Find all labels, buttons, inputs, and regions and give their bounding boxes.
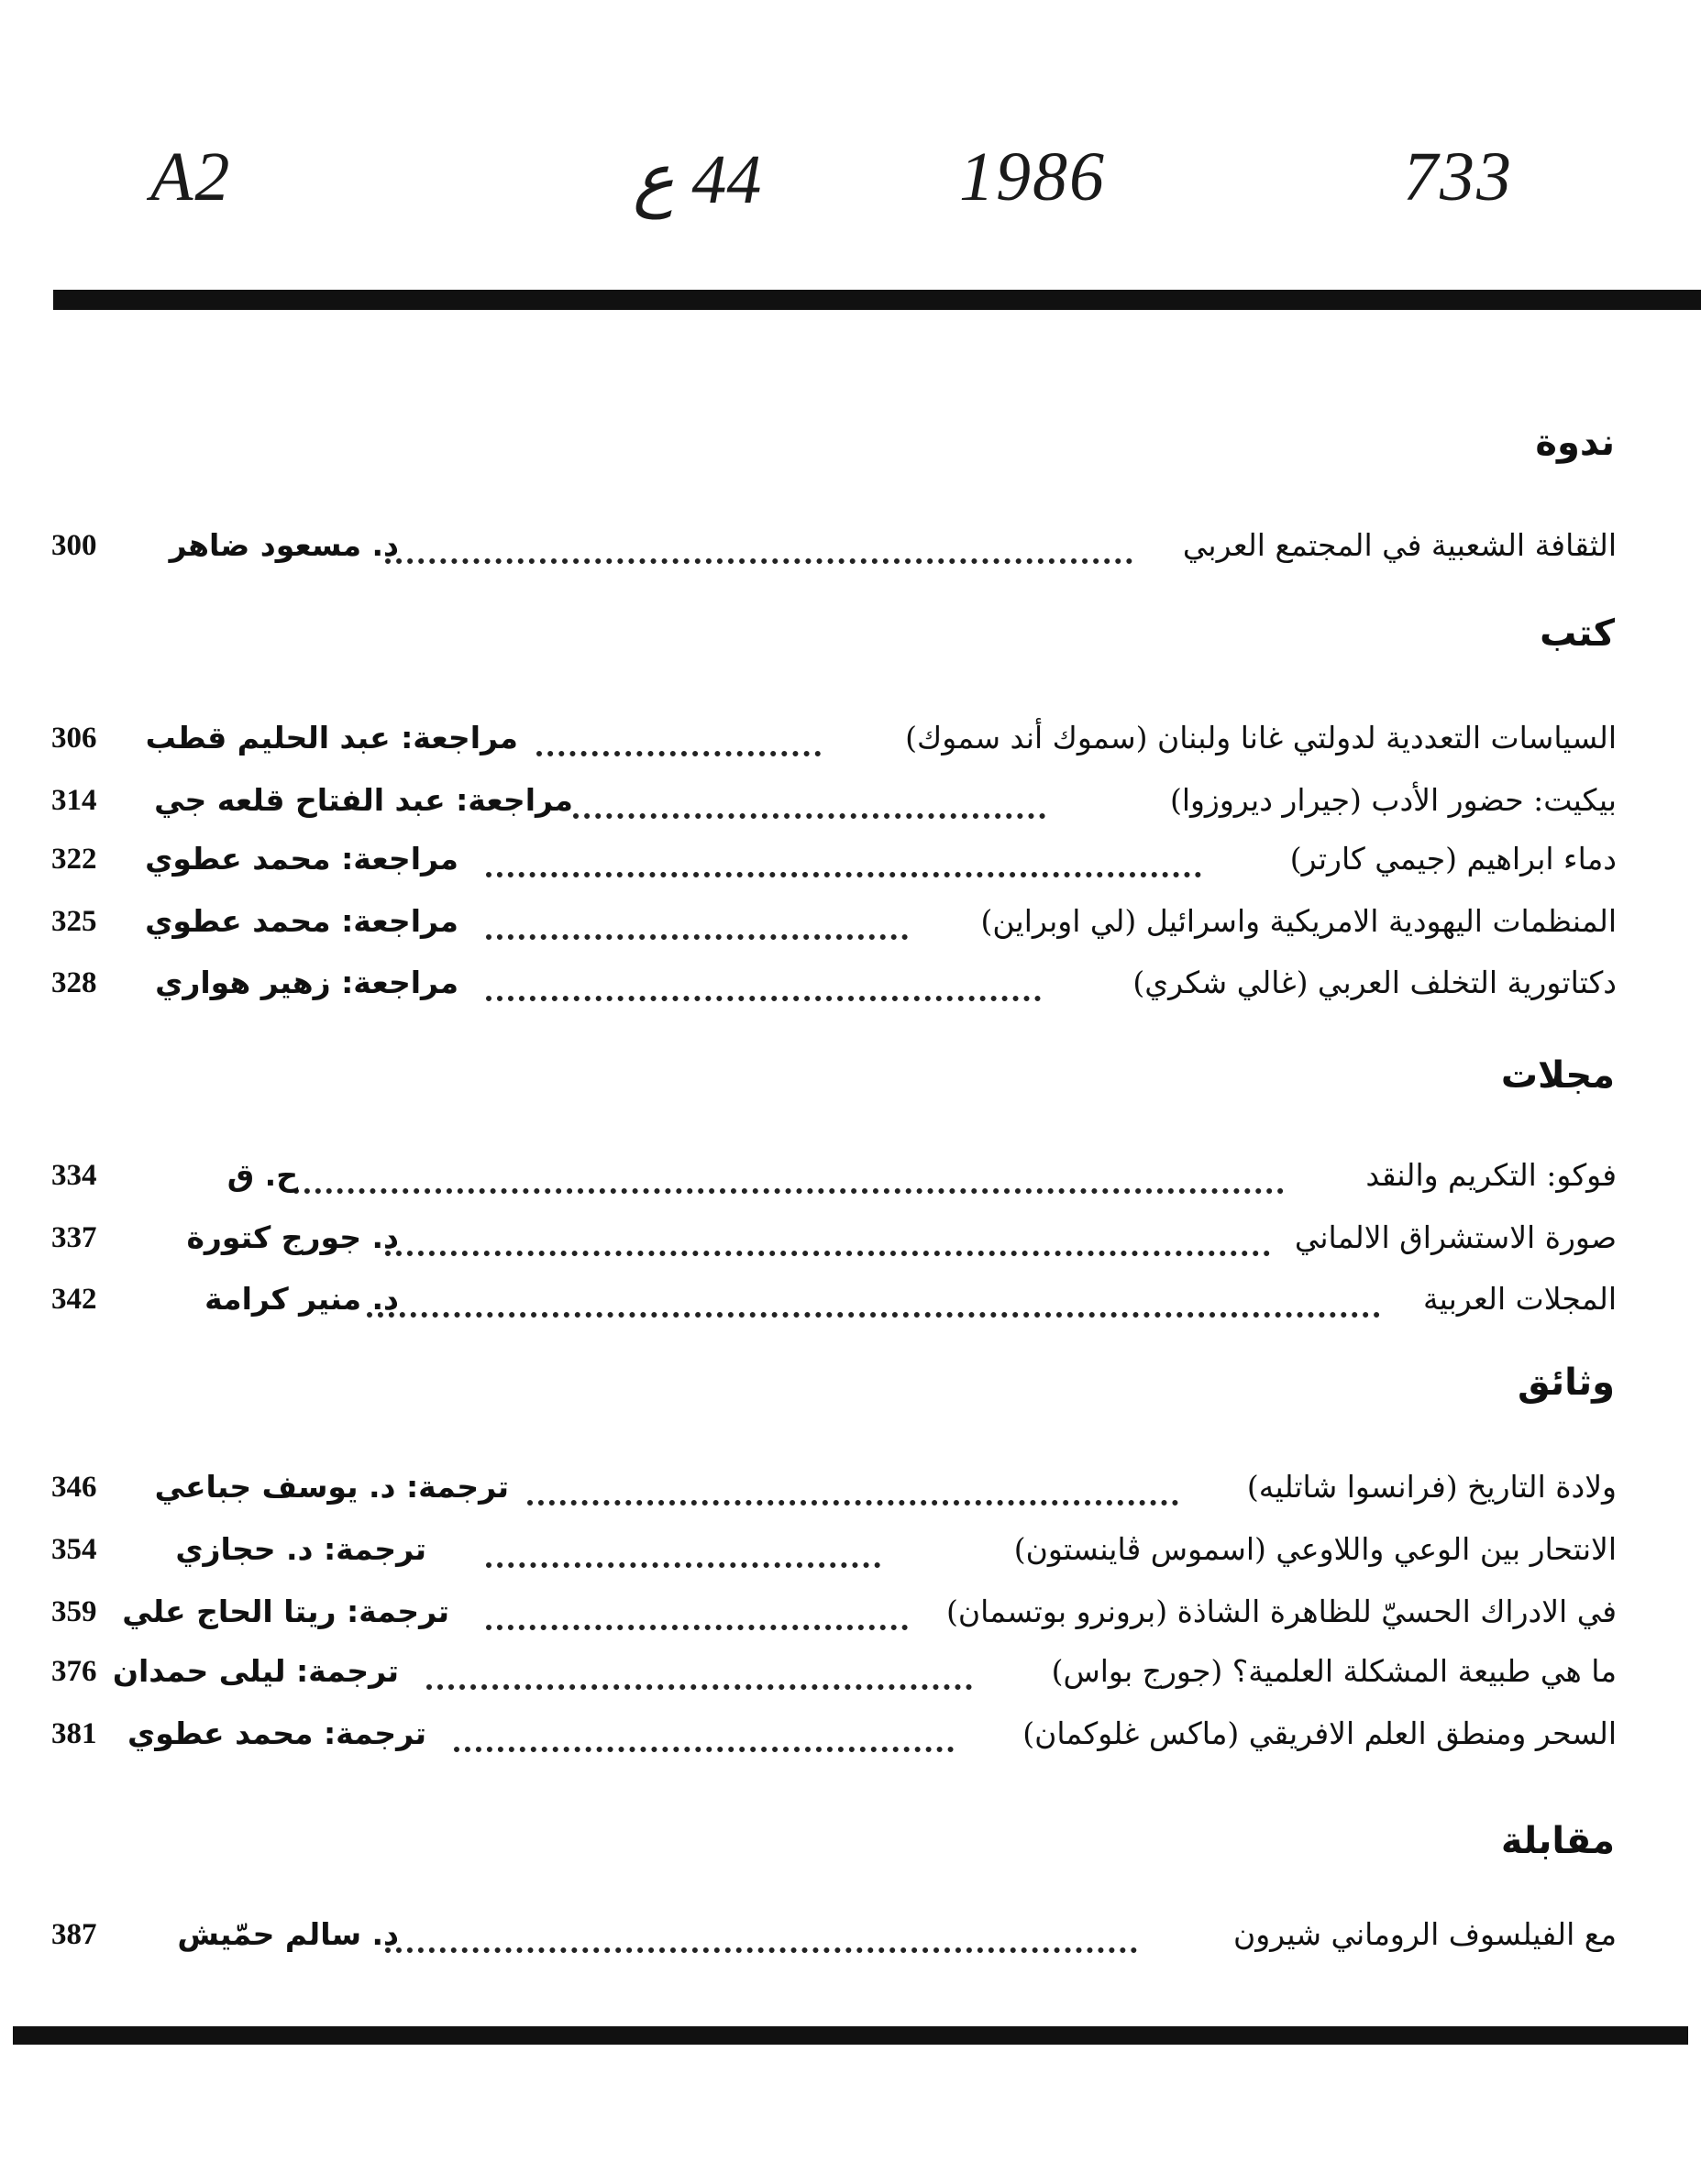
toc-entry [0,1594,1701,1645]
entry-author: ترجمة: محمد عطوي [127,1715,426,1751]
section-title: كتب [1540,612,1615,655]
entry-title: صورة الاستشراق الالماني [1294,1219,1617,1255]
entry-author: ترجمة: د. حجازي [175,1531,426,1567]
toc-entry [0,527,1701,579]
page-number: 346 [51,1471,97,1504]
leader-dots [486,968,1041,1001]
entry-author: مراجعة: زهير هواري [155,965,458,1000]
entry-author: ترجمة: ريتا الحاج علي [122,1594,449,1629]
leader-dots [385,531,1132,564]
leader-dots [293,1161,1284,1194]
entry-title: دماء ابراهيم (جيمي كارتر) [1289,841,1617,877]
toc-entry [0,1916,1701,1968]
handwritten-year: 1986 [959,138,1106,215]
toc-entry [0,1219,1701,1271]
leader-dots [486,907,908,940]
entry-title: الانتحار بين الوعي واللاوعي (اسموس ڤاينستون) [1013,1531,1617,1567]
entry-title: بيكيت: حضور الأدب (جيرار ديروزوا) [1169,782,1617,818]
toc-entry [0,841,1701,892]
entry-author: ترجمة: د. يوسف جباعي [154,1469,509,1505]
entry-author: د. مسعود ضاهر [169,527,399,563]
page-number: 342 [51,1283,97,1316]
handwritten-code: A2 [150,138,232,215]
entry-author: مراجعة: محمد عطوي [145,903,458,939]
toc-entry [0,720,1701,771]
toc-entry [0,965,1701,1016]
toc-entry [0,782,1701,833]
bottom-rule [13,2026,1688,2045]
entry-title: ما هي طبيعة المشكلة العلمية؟ (جورج بواس) [1051,1653,1617,1689]
entry-title: الثقافة الشعبية في المجتمع العربي [1182,527,1617,563]
page-number: 337 [51,1221,97,1254]
entry-title: المجلات العربية [1422,1281,1617,1317]
entry-author: ح. ق [226,1157,298,1193]
section-title: ندوة [1535,422,1615,464]
entry-author: د. منير كرامة [204,1281,399,1317]
page-number: 325 [51,905,97,938]
page-number: 376 [51,1655,97,1688]
leader-dots [486,1597,908,1630]
toc-entry [0,1469,1701,1520]
toc-entry [0,903,1701,954]
entry-title: السحر ومنطق العلم الافريقي (ماكس غلوكمان) [1022,1715,1617,1751]
leader-dots [426,1657,972,1690]
leader-dots [573,786,1045,819]
toc-entry [0,1531,1701,1583]
entry-title: مع الفيلسوف الروماني شيرون [1233,1916,1617,1952]
toc-entry [0,1715,1701,1767]
page-number: 359 [51,1595,97,1628]
leader-dots [486,844,1201,877]
page-number: 322 [51,843,97,876]
entry-title: المنظمات اليهودية الامريكية واسرائيل (لي اوبراين) [980,903,1617,939]
page-number: 387 [51,1918,97,1951]
entry-title: ولادة التاريخ (فرانسوا شاتليه) [1246,1469,1617,1505]
entry-title: في الادراك الحسيّ للظاهرة الشاذة (برونرو بوتسمان) [945,1594,1617,1629]
leader-dots [536,723,821,756]
entry-title: السياسات التعددية لدولتي غانا ولبنان (سموك أند سموك) [905,720,1617,756]
page-number: 354 [51,1533,97,1566]
handwritten-issue: 44 ع [633,141,762,218]
leader-dots [367,1285,1380,1318]
toc-entry [0,1157,1701,1208]
page-number: 314 [51,784,97,817]
entry-author: د. جورج كتورة [186,1219,399,1255]
page-number: 381 [51,1717,97,1750]
entry-title: فوكو: التكريم والنقد [1365,1157,1617,1193]
section-title: مقابلة [1500,1820,1615,1862]
entry-author: مراجعة: عبد الحليم قطب [145,720,518,756]
leader-dots [527,1473,1178,1506]
toc-entry [0,1653,1701,1704]
leader-dots [486,1535,880,1568]
leader-dots [385,1920,1137,1953]
page-number: 306 [51,722,97,755]
entry-author: مراجعة: محمد عطوي [145,841,458,877]
section-title: مجلات [1500,1054,1615,1097]
toc-entry [0,1281,1701,1332]
page-number: 334 [51,1159,97,1192]
leader-dots [385,1223,1270,1256]
entry-title: دكتاتورية التخلف العربي (غالي شكري) [1132,965,1617,1000]
leader-dots [454,1719,954,1752]
section-title: وثائق [1518,1362,1615,1404]
entry-author: د. سالم حمّيش [177,1916,399,1952]
page-number: 328 [51,966,97,999]
entry-author: ترجمة: ليلى حمدان [112,1653,399,1689]
page-number: 300 [51,529,97,562]
entry-author: مراجعة: عبد الفتاح قلعه جي [154,782,573,818]
handwritten-number: 733 [1403,138,1513,215]
